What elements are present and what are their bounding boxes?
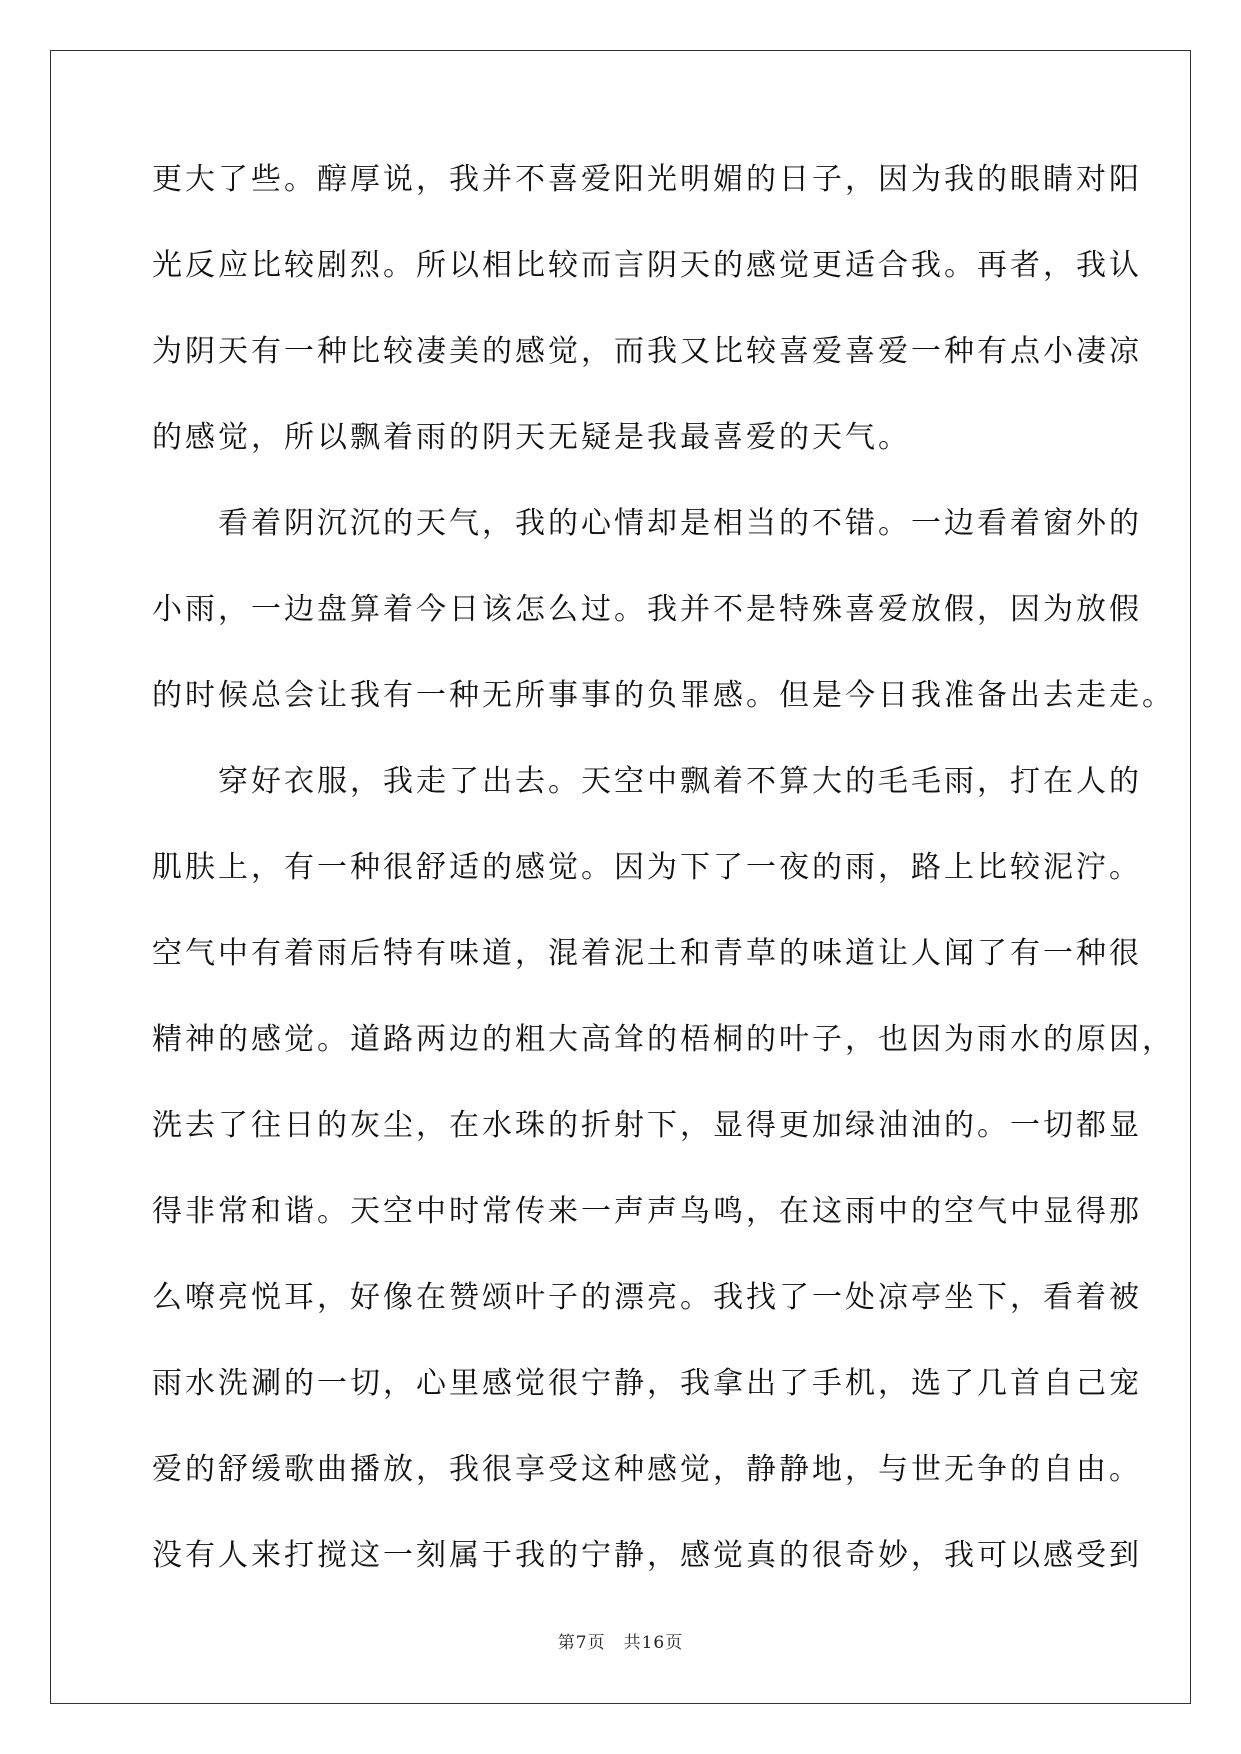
text-line: 洗去了往日的灰尘，在水珠的折射下，显得更加绿油油的。一切都显 <box>152 1108 1142 1143</box>
page-number-footer: 第7页 共16页 <box>557 1633 684 1653</box>
text-line: 小雨，一边盘算着今日该怎么过。我并不是特殊喜爱放假，因为放假 <box>152 592 1142 627</box>
text-line: 穿好衣服，我走了出去。天空中飘着不算大的毛毛雨，打在人的 <box>152 764 1142 799</box>
text-line: 的时候总会让我有一种无所事事的负罪感。但是今日我准备出去走走。 <box>152 678 1175 713</box>
text-line: 么嘹亮悦耳，好像在赞颂叶子的漂亮。我找了一处凉亭坐下，看着被 <box>152 1280 1142 1315</box>
text-line: 爱的舒缓歌曲播放，我很享受这种感觉，静静地，与世无争的自由。 <box>152 1452 1142 1487</box>
document-body <box>152 160 1175 1622</box>
text-line: 雨水洗涮的一切，心里感觉很宁静，我拿出了手机，选了几首自己宠 <box>152 1366 1142 1401</box>
text-line: 没有人来打搅这一刻属于我的宁静，感觉真的很奇妙，我可以感受到 <box>152 1538 1142 1573</box>
text-line: 肌肤上，有一种很舒适的感觉。因为下了一夜的雨，路上比较泥泞。 <box>152 850 1142 885</box>
text-line: 空气中有着雨后特有味道，混着泥土和青草的味道让人闻了有一种很 <box>152 936 1142 971</box>
text-line: 更大了些。醇厚说，我并不喜爱阳光明媚的日子，因为我的眼睛对阳 <box>152 162 1142 197</box>
text-line: 光反应比较剧烈。所以相比较而言阴天的感觉更适合我。再者，我认 <box>152 248 1142 283</box>
text-line: 得非常和谐。天空中时常传来一声声鸟鸣，在这雨中的空气中显得那 <box>152 1194 1142 1229</box>
text-line: 看着阴沉沉的天气，我的心情却是相当的不错。一边看着窗外的 <box>152 506 1142 541</box>
text-line: 的感觉，所以飘着雨的阴天无疑是我最喜爱的天气。 <box>152 420 911 455</box>
text-line: 精神的感觉。道路两边的粗大高耸的梧桐的叶子，也因为雨水的原因， <box>152 1022 1175 1057</box>
text-line: 为阴天有一种比较凄美的感觉，而我又比较喜爱喜爱一种有点小凄凉 <box>152 334 1142 369</box>
